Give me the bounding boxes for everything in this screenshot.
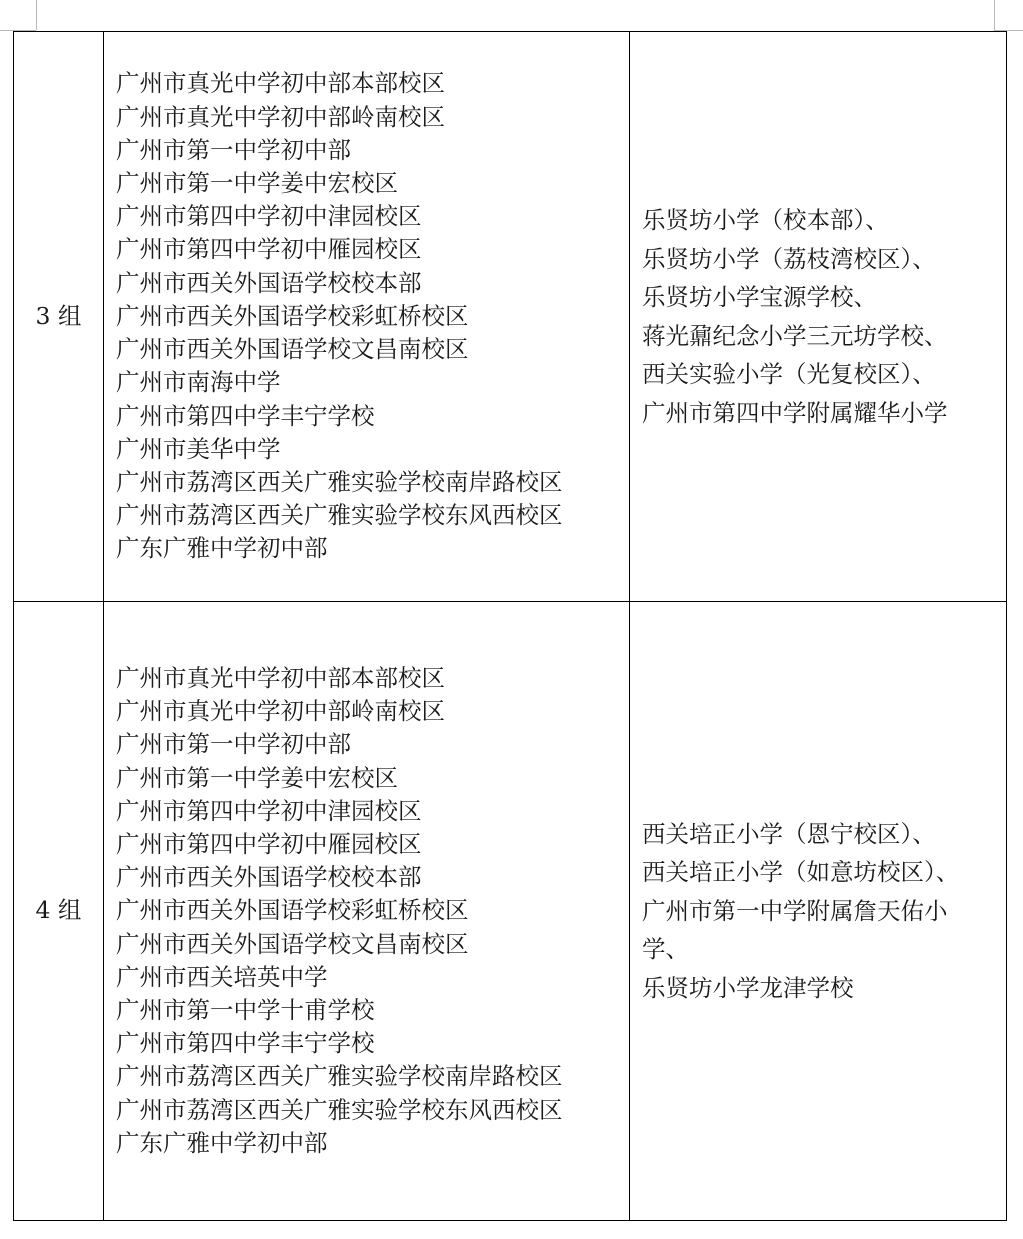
crop-mark-top-left [36,0,37,30]
list-item: 广州市西关培英中学 [116,962,328,991]
list-item: 乐贤坊小学（荔枝湾校区）、 [642,244,936,273]
crop-mark-top-right [994,0,995,30]
list-item: 广州市西关外国语学校校本部 [116,268,422,297]
list-item: 广州市第一中学初中部 [116,135,351,164]
list-item: 学、 [642,935,689,964]
list-item: 广州市第四中学初中津园校区 [116,202,422,231]
middle-school-list-cell [104,602,630,1221]
list-item: 广州市西关外国语学校校本部 [116,863,422,892]
list-item: 乐贤坊小学龙津学校 [642,973,854,1002]
list-item: 乐贤坊小学（校本部）、 [642,206,889,234]
list-item: 广州市南海中学 [116,368,281,397]
list-item: 广州市第一中学初中部 [116,730,351,759]
list-item: 广州市真光中学初中部岭南校区 [116,102,445,131]
primary-school-list [642,815,998,1007]
table-row-group-4 [14,602,1007,1221]
list-item: 广州市西关外国语学校文昌南校区 [116,929,469,958]
group-name-cell [14,602,104,1221]
list-item: 广州市荔湾区西关广雅实验学校南岸路校区 [116,1062,563,1091]
group-name: 3 组 [35,301,82,330]
list-item: 广州市荔湾区西关广雅实验学校东风西校区 [116,501,563,530]
list-item: 广州市第四中学初中津园校区 [116,796,422,825]
list-item: 西关培正小学（如意坊校区）、 [642,858,960,887]
list-item: 西关实验小学（光复校区）、 [642,360,936,388]
list-item: 广州市第一中学姜中宏校区 [116,169,398,198]
group-name: 4 组 [35,896,82,925]
list-item: 广州市第一中学姜中宏校区 [116,763,398,792]
primary-school-list-cell [630,32,1007,602]
list-item: 广州市第四中学初中雁园校区 [116,235,422,264]
list-item: 广州市荔湾区西关广雅实验学校南岸路校区 [116,467,563,496]
list-item: 广州市美华中学 [116,434,281,463]
list-item: 广州市第四中学丰宁学校 [116,401,375,430]
list-item: 广州市真光中学初中部本部校区 [116,663,445,692]
list-item: 蒋光鼐纪念小学三元坊学校、 [642,321,948,350]
school-group-table [13,31,1007,1221]
list-item: 广州市第四中学初中雁园校区 [116,829,422,858]
list-item: 广州市真光中学初中部岭南校区 [116,697,445,726]
middle-school-list-cell [104,32,630,602]
list-item: 广州市西关外国语学校彩虹桥校区 [116,896,469,925]
list-item: 广州市第一中学附属詹天佑小 [642,896,948,925]
list-item: 广东广雅中学初中部 [116,534,328,563]
group-name-cell [14,32,104,602]
list-item: 广东广雅中学初中部 [116,1128,328,1157]
list-item: 广州市第一中学十甫学校 [116,996,375,1024]
list-item: 广州市荔湾区西关广雅实验学校东风西校区 [116,1095,563,1124]
list-item: 广州市西关外国语学校彩虹桥校区 [116,301,469,330]
list-item: 广州市西关外国语学校文昌南校区 [116,335,469,364]
list-item: 广州市第四中学丰宁学校 [116,1029,375,1058]
list-item: 乐贤坊小学宝源学校、 [642,283,877,311]
middle-school-list [116,662,629,1160]
list-item: 西关培正小学（恩宁校区）、 [642,819,936,848]
list-item: 广州市真光中学初中部本部校区 [116,69,445,98]
middle-school-list [116,67,629,565]
primary-school-list-cell [630,602,1007,1221]
primary-school-list [642,201,998,432]
table-row-group-3 [14,32,1007,602]
list-item: 广州市第四中学附属耀华小学 [642,398,948,427]
